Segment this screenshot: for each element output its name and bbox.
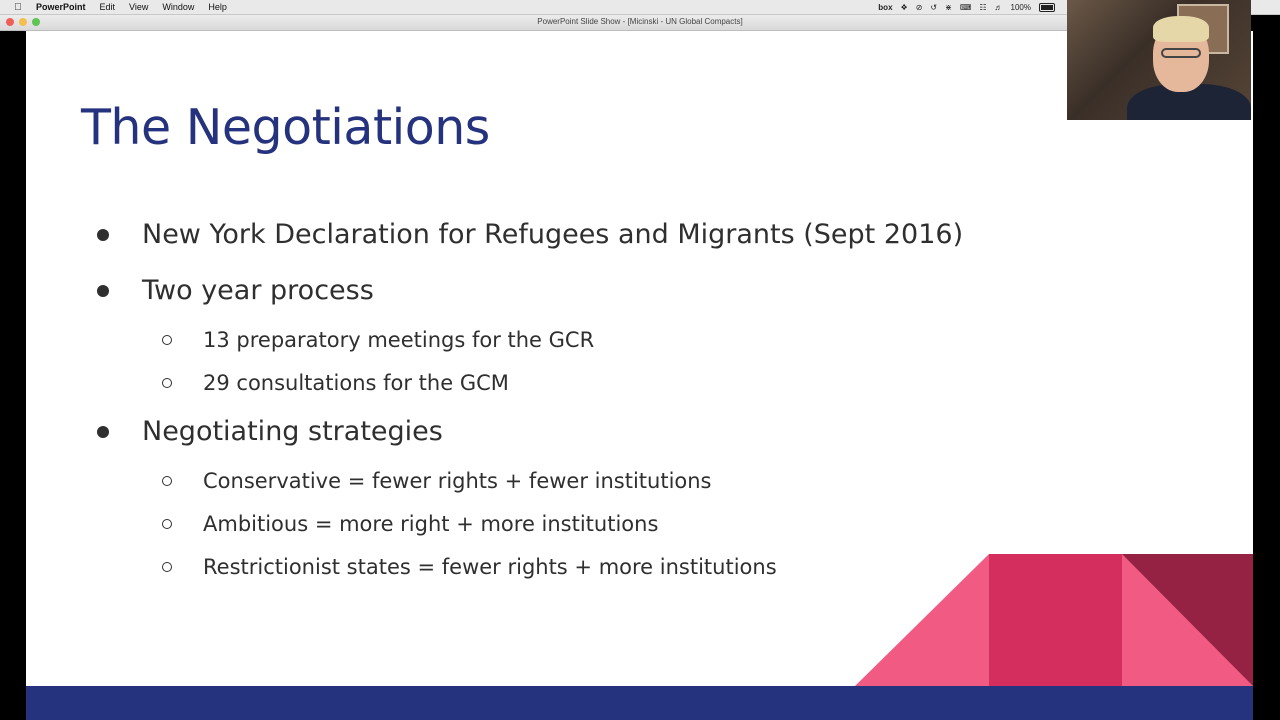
sub-bullet-text: Ambitious = more right + more institutions	[203, 512, 659, 536]
bullet-text: Negotiating strategies	[142, 416, 443, 447]
sub-bullet-text: 29 consultations for the GCM	[203, 371, 509, 395]
pink-triangle-left	[855, 554, 989, 686]
battery-percent[interactable]: 100%	[1010, 2, 1031, 12]
decorative-shapes	[26, 31, 1253, 720]
window-titlebar	[0, 15, 1068, 31]
slide-title: The Negotiations	[81, 99, 490, 156]
bullet-text: Two year process	[142, 275, 374, 306]
bottom-band	[26, 686, 1253, 720]
sync-icon[interactable]: ⊘	[915, 2, 923, 12]
sub-bullet-text: 13 preparatory meetings for the GCR	[203, 328, 595, 352]
menu-window[interactable]: Window	[162, 2, 195, 12]
box-label[interactable]: box	[878, 2, 893, 12]
keyboard-icon[interactable]: ⌨	[959, 2, 972, 12]
volume-icon[interactable]: ♬	[994, 2, 1003, 12]
menu-powerpoint[interactable]: PowerPoint	[36, 2, 86, 12]
bluetooth-icon[interactable]: ⋇	[945, 2, 952, 12]
menu-help[interactable]: Help	[208, 2, 227, 12]
time-machine-icon[interactable]: ↺	[930, 2, 938, 12]
battery-icon[interactable]	[1039, 3, 1055, 12]
sub-bullet-text: Conservative = fewer rights + fewer institutions	[203, 469, 712, 493]
sub-bullet-text: Restrictionist states = fewer rights + more institutions	[203, 555, 777, 579]
menu-view[interactable]: View	[129, 2, 149, 12]
status-area	[878, 0, 1055, 14]
slide-canvas[interactable]	[26, 31, 1253, 720]
apple-icon[interactable]	[12, 2, 24, 13]
dropbox-icon[interactable]: ❖	[900, 2, 908, 12]
webcam-video	[1067, 0, 1251, 120]
presenter-glasses	[1161, 48, 1201, 58]
bullet-text: New York Declaration for Refugees and Migrants (Sept 2016)	[142, 219, 964, 250]
window-title: PowerPoint Slide Show - [Micinski - UN Global Compacts]	[537, 17, 743, 26]
pink-rectangle	[989, 554, 1122, 686]
presenter-hair	[1153, 16, 1209, 42]
menu-edit[interactable]: Edit	[99, 2, 116, 12]
wifi-icon[interactable]: ☷	[979, 2, 987, 12]
